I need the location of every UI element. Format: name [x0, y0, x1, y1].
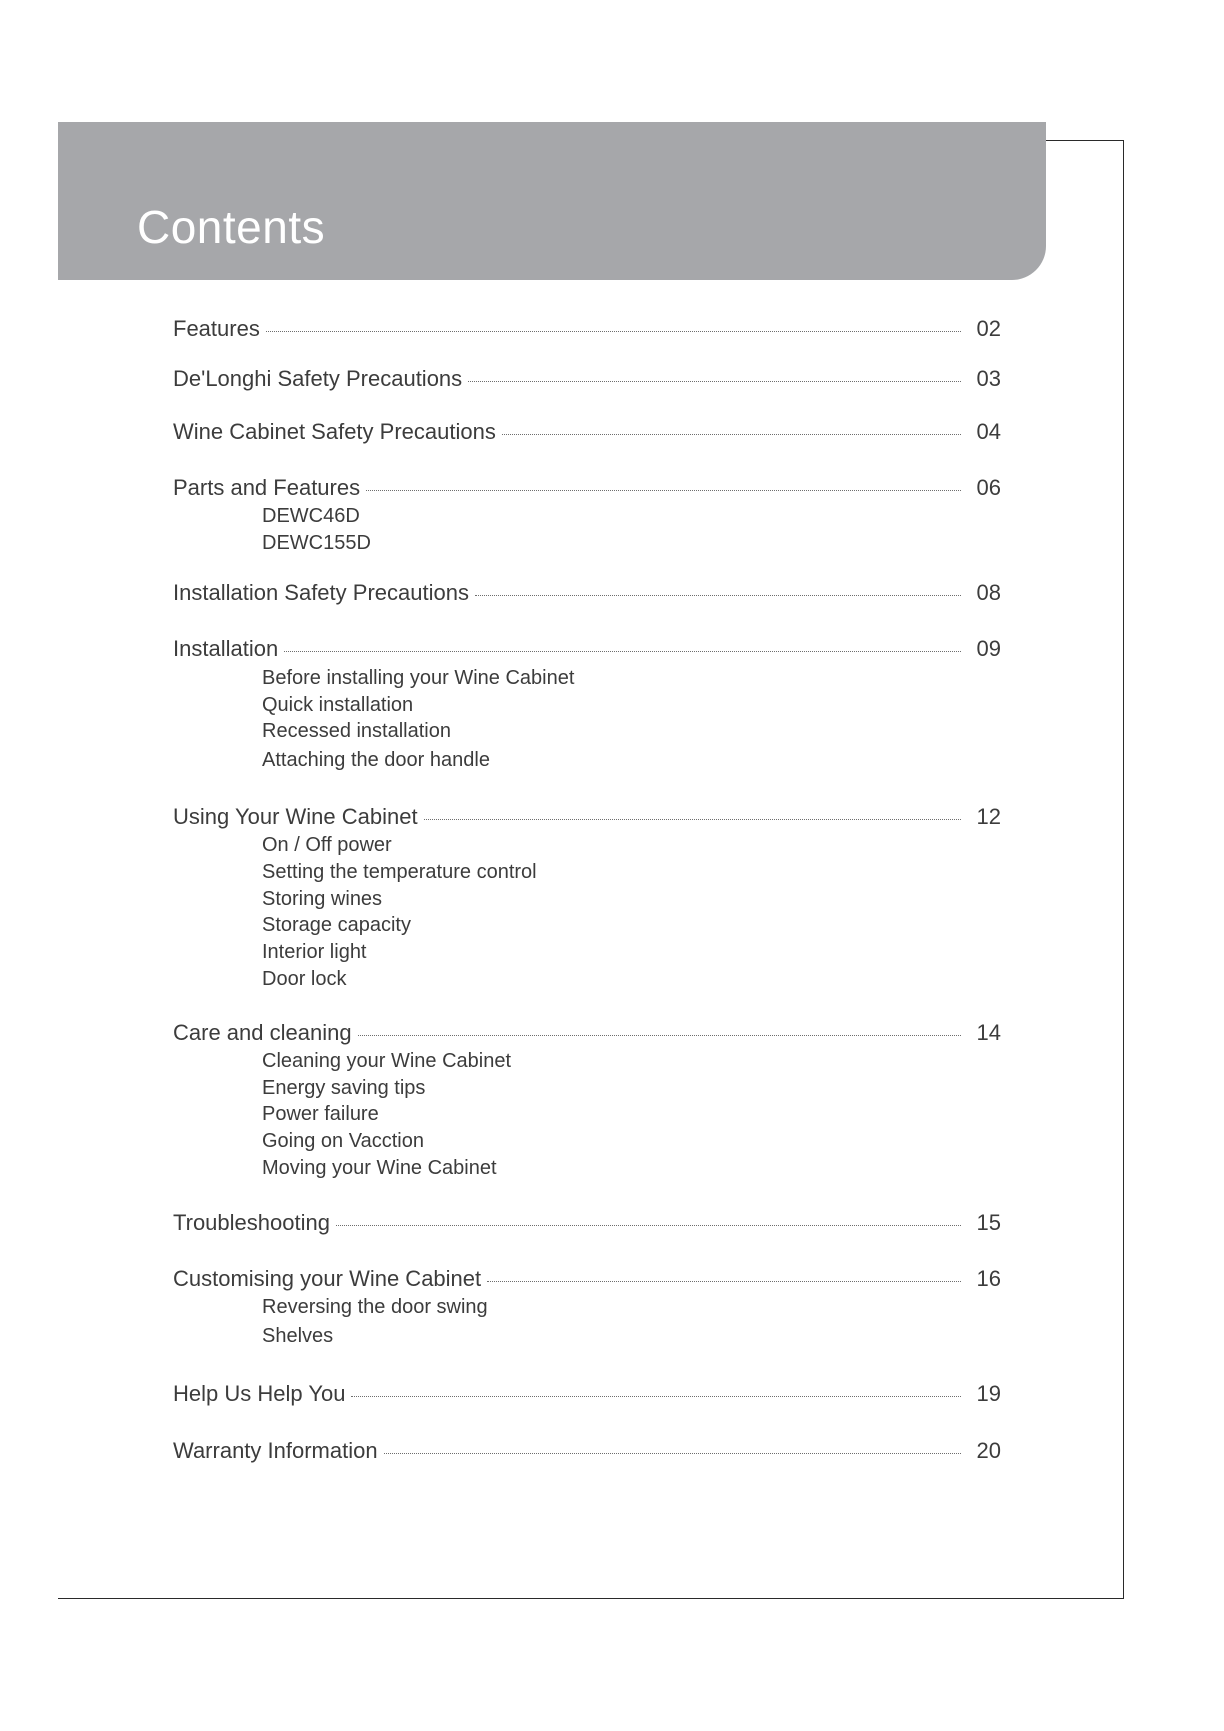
toc-entry: [173, 804, 1001, 832]
toc-dot-leader: [284, 651, 961, 652]
toc-subitem: Quick installation: [262, 694, 414, 716]
toc-subitem: Storing wines: [262, 888, 383, 910]
toc-subitem: Cleaning your Wine Cabinet: [262, 1050, 512, 1072]
toc-entry-page-number: 09: [976, 636, 1001, 661]
toc-entry: [173, 366, 1001, 394]
toc-subitem: Door lock: [262, 968, 347, 990]
toc-entry: [173, 1266, 1001, 1294]
toc-dot-leader: [384, 1453, 961, 1454]
toc-entry-page-number: 12: [976, 804, 1001, 829]
toc-subitem: Reversing the door swing: [262, 1296, 488, 1318]
toc-entry-label: Installation: [173, 636, 279, 661]
toc-dot-leader: [266, 331, 961, 332]
toc-subitem: DEWC46D: [262, 505, 360, 527]
toc-subitem: Attaching the door handle: [262, 749, 490, 771]
toc-entry-label: Wine Cabinet Safety Precautions: [173, 419, 496, 444]
toc-entry-label: Features: [173, 316, 260, 341]
toc-subitem: On / Off power: [262, 834, 392, 856]
toc-subitem: Interior light: [262, 941, 367, 963]
toc-entry: [173, 475, 1001, 503]
toc-entry-page-number: 15: [976, 1210, 1001, 1235]
toc-entry-page-number: 04: [976, 419, 1001, 444]
toc-entry-label: Troubleshooting: [173, 1210, 330, 1235]
toc-subitem: Going on Vacction: [262, 1130, 424, 1152]
toc-entry-label: Warranty Information: [173, 1438, 378, 1463]
toc-subitem: Energy saving tips: [262, 1077, 426, 1099]
toc-entry: [173, 1020, 1001, 1048]
toc-entry-page-number: 14: [976, 1020, 1001, 1045]
toc-entry-page-number: 02: [976, 316, 1001, 341]
toc-subitem: Shelves: [262, 1325, 334, 1347]
toc-dot-leader: [358, 1035, 961, 1036]
toc-dot-leader: [475, 595, 961, 596]
toc-entry: [173, 636, 1001, 664]
toc-entry-page-number: 06: [976, 475, 1001, 500]
toc-entry-page-number: 08: [976, 580, 1001, 605]
toc-entry-page-number: 20: [976, 1438, 1001, 1463]
toc-subitem: Recessed installation: [262, 720, 451, 742]
toc-subitem: Setting the temperature control: [262, 861, 537, 883]
toc-subitem: Moving your Wine Cabinet: [262, 1157, 497, 1179]
toc-entry-label: Customising your Wine Cabinet: [173, 1266, 482, 1291]
page-title: Contents: [137, 201, 326, 253]
toc-entry-label: Care and cleaning: [173, 1020, 352, 1045]
toc-entry-label: Parts and Features: [173, 475, 361, 500]
toc-entry: [173, 580, 1001, 608]
toc-subitem: Power failure: [262, 1103, 379, 1125]
toc-entry: [173, 316, 1001, 344]
toc-subitem: Storage capacity: [262, 914, 411, 936]
toc-dot-leader: [502, 434, 961, 435]
toc-dot-leader: [468, 381, 961, 382]
toc-entry-page-number: 16: [976, 1266, 1001, 1291]
toc-dot-leader: [424, 819, 961, 820]
toc-entry-page-number: 03: [976, 366, 1001, 391]
toc-entry-page-number: 19: [976, 1381, 1001, 1406]
toc-dot-leader: [487, 1281, 961, 1282]
toc-dot-leader: [351, 1396, 961, 1397]
toc-subitem: DEWC155D: [262, 532, 371, 554]
toc-entry: [173, 1210, 1001, 1238]
toc-dot-leader: [336, 1225, 961, 1226]
toc-dot-leader: [366, 490, 961, 491]
toc-entry-label: Help Us Help You: [173, 1381, 346, 1406]
toc-subitem: Before installing your Wine Cabinet: [262, 667, 575, 689]
toc-entry: [173, 1381, 1001, 1409]
toc-entry-label: Installation Safety Precautions: [173, 580, 469, 605]
toc-entry: [173, 419, 1001, 447]
toc-entry-label: De'Longhi Safety Precautions: [173, 366, 463, 391]
toc-entry-label: Using Your Wine Cabinet: [173, 804, 418, 829]
toc-entry: [173, 1438, 1001, 1466]
